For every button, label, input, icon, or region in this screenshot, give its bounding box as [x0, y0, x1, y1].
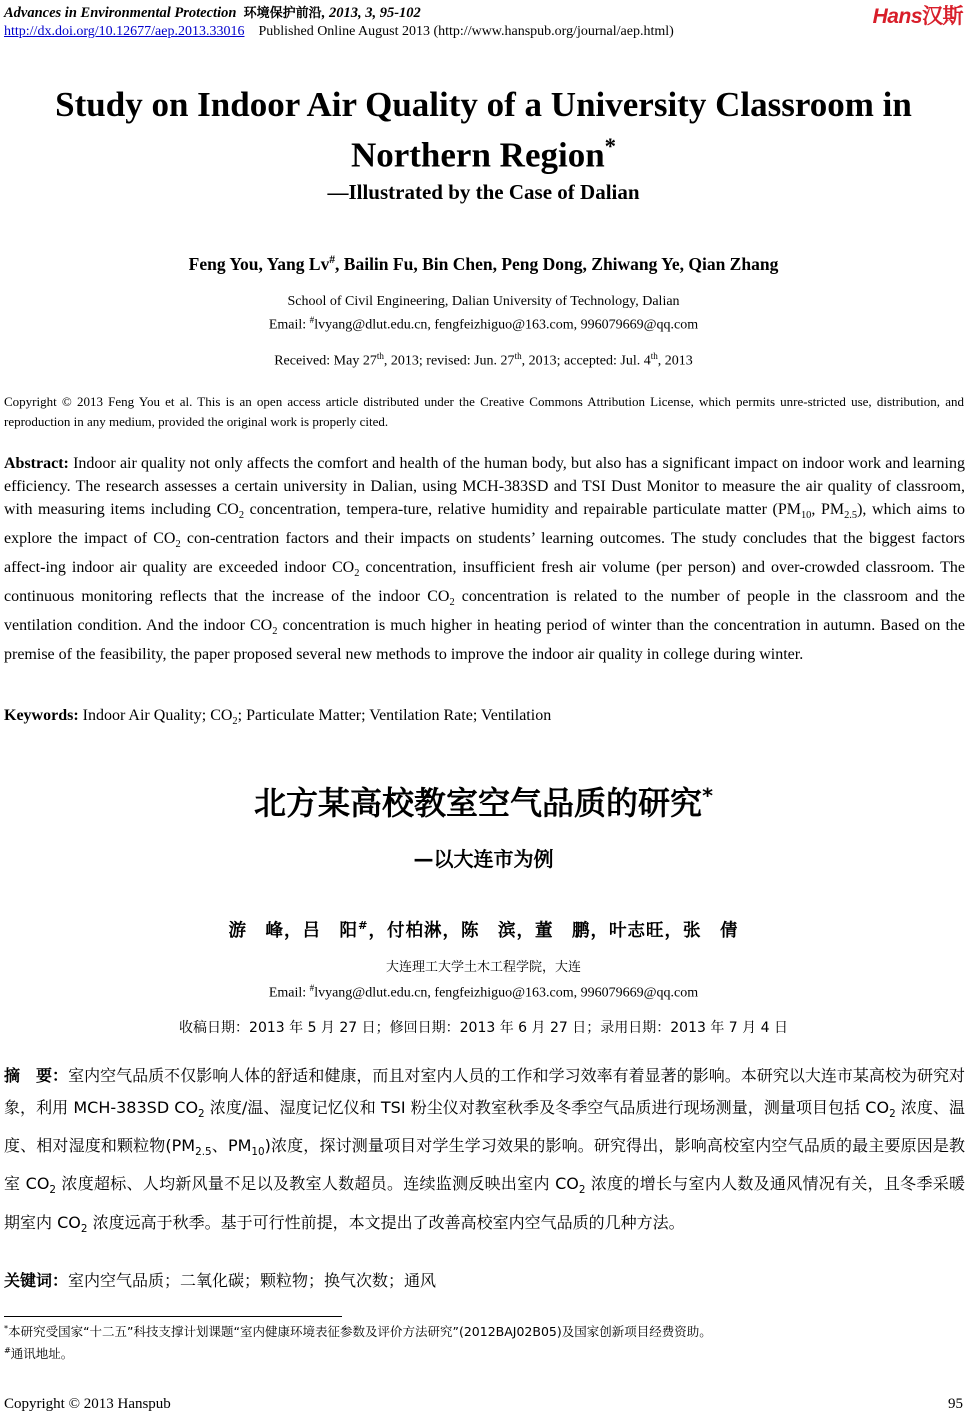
corresponding-mark: # [329, 254, 336, 267]
email-line [0, 311, 967, 335]
cn-abs-6: 浓度超标、人均新风量不足以及教室人数超员。连续监测反映出室内 CO [56, 1174, 579, 1194]
co2-sub: 2 [49, 1184, 57, 1197]
page-number: 95 [948, 1396, 963, 1412]
cn-abstract-label: 摘 要： [4, 1066, 69, 1085]
keywords [4, 707, 551, 727]
footnote-funding-text: 本研究受国家“十二五”科技支撑计划课题“室内健康环境表征参数及评价方法研究”(2012BAJ02B05)及国家创新项目经费资助。 [8, 1324, 712, 1339]
abstract-text-3: , PM [811, 500, 845, 518]
journal-name-cn: 环境保护前沿 [243, 6, 322, 21]
cn-keywords-label: 关键词： [4, 1271, 69, 1290]
author-list [0, 254, 967, 275]
cn-corresponding-mark: # [357, 918, 369, 933]
cn-abs-1: 室内空气品质不仅影响人体的舒适和健康，而且对室内人员的工作和学习效率有着显著的影响。本研究以大连市某高校为研究对象，利用 MCH-383SD CO [4, 1066, 965, 1117]
cn-email-prefix: Email: [268, 985, 310, 1001]
cn-abs-4: 、PM [211, 1136, 252, 1156]
cn-abs-7: 浓度的增长与室内人数及通风情况有关，且冬季采暖期室内 CO [4, 1174, 965, 1232]
footnote-divider [4, 1316, 342, 1317]
title-line-2 [0, 126, 967, 177]
keywords-label: Keywords: [4, 707, 79, 724]
co2-sub: 2 [578, 1184, 586, 1197]
abstract-text-6: concentration, insufficient fresh air volume (per person) and over-crowded classroom. The continuous monitoring reflects that the increase of the indoor CO [4, 559, 966, 606]
footnote-mark: # [4, 1344, 11, 1355]
email-prefix: Email: [268, 317, 310, 333]
cn-author-list [0, 917, 967, 942]
keywords-text-1: Indoor Air Quality; CO [78, 707, 233, 724]
cn-dates: 收稿日期：2013 年 5 月 27 日；修回日期：2013 年 6 月 27 日；录用日期：2013 年 7 月 4 日 [179, 1020, 788, 1036]
title-mark: * [604, 134, 617, 159]
abstract-text-7: concentration is related to the number of people in the classroom and the ventilation condition. And the indoor CO [4, 588, 966, 635]
cn-title-mark: * [702, 783, 713, 808]
received-dates [0, 351, 967, 370]
cn-abs-5: )浓度，探讨测量项目对学生学习效果的影响。研究得出，影响高校室内空气品质的最主要原因是教室 CO [4, 1136, 965, 1194]
revised-sup: th [514, 351, 522, 361]
school: School of Civil Engineering, Dalian University of Technology, Dalian [287, 294, 680, 309]
cn-affiliation [0, 958, 967, 1004]
doi-line [4, 24, 674, 40]
footnote-correspondence-text: 通讯地址。 [10, 1346, 74, 1361]
paper-title [0, 84, 967, 177]
co2-sub: 2 [354, 568, 360, 580]
cn-emails[interactable]: lvyang@dlut.edu.cn, fengfeizhiguo@163.com, 996079669@qq.com [314, 985, 699, 1001]
cn-abs-2: 浓度/温、湿度记忆仪和 TSI 粉尘仪对教室秋季及冬季空气品质进行现场测量，测量项目包括 CO [204, 1098, 890, 1117]
cn-authors-part-1: 游 峰，吕 阳 [228, 921, 358, 941]
cn-abstract [4, 1060, 965, 1245]
title-line-1: Study on Indoor Air Quality of a University Classroom in [55, 85, 912, 124]
accepted-year: , 2013 [657, 353, 693, 369]
received-part: Received: May 27 [274, 353, 377, 369]
publisher-logo [873, 0, 963, 30]
cn-email-line [0, 978, 967, 1004]
footnote-funding [4, 1322, 712, 1340]
abstract-text-4: ), which aims to explore the impact of CO [4, 500, 966, 547]
co2-sub: 2 [272, 626, 278, 638]
pm10-sub: 10 [251, 1146, 265, 1159]
accepted-part: , 2013; accepted: Jul. 4 [521, 353, 651, 369]
cn-abs-8: 浓度远高于秋季。基于可行性前提，本文提出了改善高校室内空气品质的几种方法。 [87, 1212, 685, 1232]
abstract-text-5: con-centration factors and their impacts on students’ learning outcomes. The study concludes that the biggest factors affect-ing indoor air quality are exceeded indoor CO [4, 529, 966, 576]
revised-part: , 2013; revised: Jun. 27 [383, 353, 515, 369]
co2-sub: 2 [889, 1108, 896, 1121]
logo-en: Hans [872, 5, 922, 28]
abstract [4, 453, 965, 667]
cn-authors-part-2: ，付柏淋，陈 滨，董 鹏，叶志旺，张 倩 [368, 921, 739, 941]
abstract-label: Abstract: [4, 455, 69, 472]
footer-copyright: Copyright © 2013 Hanspub [4, 1396, 171, 1412]
cn-school: 大连理工大学土木工程学院，大连 [385, 960, 581, 975]
affiliation [0, 292, 967, 335]
volume-info: , 2013, 3, 95-102 [321, 5, 421, 21]
cn-subtitle: —以大连市为例 [413, 847, 554, 871]
pm25-sub: 2.5 [844, 510, 858, 521]
published-info: Published Online August 2013 (http://www.hanspub.org/journal/aep.html) [258, 24, 674, 39]
cn-title [0, 778, 967, 824]
copyright-notice: Copyright © 2013 Feng You et al. This is an open access article distributed under the Creative Commons Attribution License, which permits unre-stricted use, distribution, and reproduction in any medium, provided the original work is properly cited. [4, 394, 964, 429]
pm25-sub: 2.5 [195, 1146, 212, 1159]
authors-part-1: Feng You, Yang Lv [188, 254, 330, 274]
authors-part-2: , Bailin Fu, Bin Chen, Peng Dong, Zhiwang Ye, Qian Zhang [335, 254, 779, 274]
co2-sub: 2 [449, 597, 455, 609]
co2-sub: 2 [198, 1108, 205, 1121]
abstract-text-2: concentration, tempera-ture, relative humidity and repairable particulate matter (PM [244, 500, 801, 518]
cn-keywords [4, 1268, 436, 1291]
abstract-text-1: Indoor air quality not only affects the comfort and health of the human body, but also has a significant impact on indoor work and learning efficiency. The research assesses a certain university in Dalian, using MCH-383SD and TSI Dust Monitor to measure the air quality of classroom, with measuring items including CO [4, 455, 965, 518]
co2-sub: 2 [238, 510, 245, 521]
co2-sub: 2 [232, 716, 238, 728]
cn-title-text: 北方某高校教室空气品质的研究 [254, 784, 703, 822]
received-sup: th [376, 351, 384, 361]
logo-cn: 汉斯 [922, 5, 963, 28]
keywords-text-2: ; Particulate Matter; Ventilation Rate; Ventilation [237, 707, 552, 724]
footnote-correspondence [4, 1344, 73, 1362]
cn-abs-3: 浓度、温度、相对湿度和颗粒物(PM [4, 1098, 965, 1156]
journal-name: Advances in Environmental Protection [4, 5, 237, 21]
pm10-sub: 10 [800, 510, 812, 521]
cn-keywords-text: 室内空气品质；二氧化碳；颗粒物；换气次数；通风 [68, 1271, 437, 1290]
co2-sub: 2 [80, 1222, 88, 1235]
title-line-2-text: Northern Region [350, 135, 605, 175]
footnote-mark: * [4, 1322, 9, 1333]
email-mark: # [309, 315, 315, 325]
doi-link[interactable]: http://dx.doi.org/10.12677/aep.2013.33016 [4, 24, 245, 39]
cn-email-mark: # [309, 983, 315, 993]
accepted-sup: th [650, 351, 658, 361]
journal-header [4, 2, 421, 22]
paper-subtitle: —Illustrated by the Case of Dalian [327, 180, 640, 204]
emails[interactable]: lvyang@dlut.edu.cn, fengfeizhiguo@163.com, 996079669@qq.com [314, 317, 699, 333]
co2-sub: 2 [175, 539, 181, 551]
abstract-text-8: concentration is much higher in heating period of winter than the concentration in autumn. Based on the premise of the feasibility, the paper proposed several new methods to improve the indoor air quality in college during winter. [4, 617, 966, 664]
